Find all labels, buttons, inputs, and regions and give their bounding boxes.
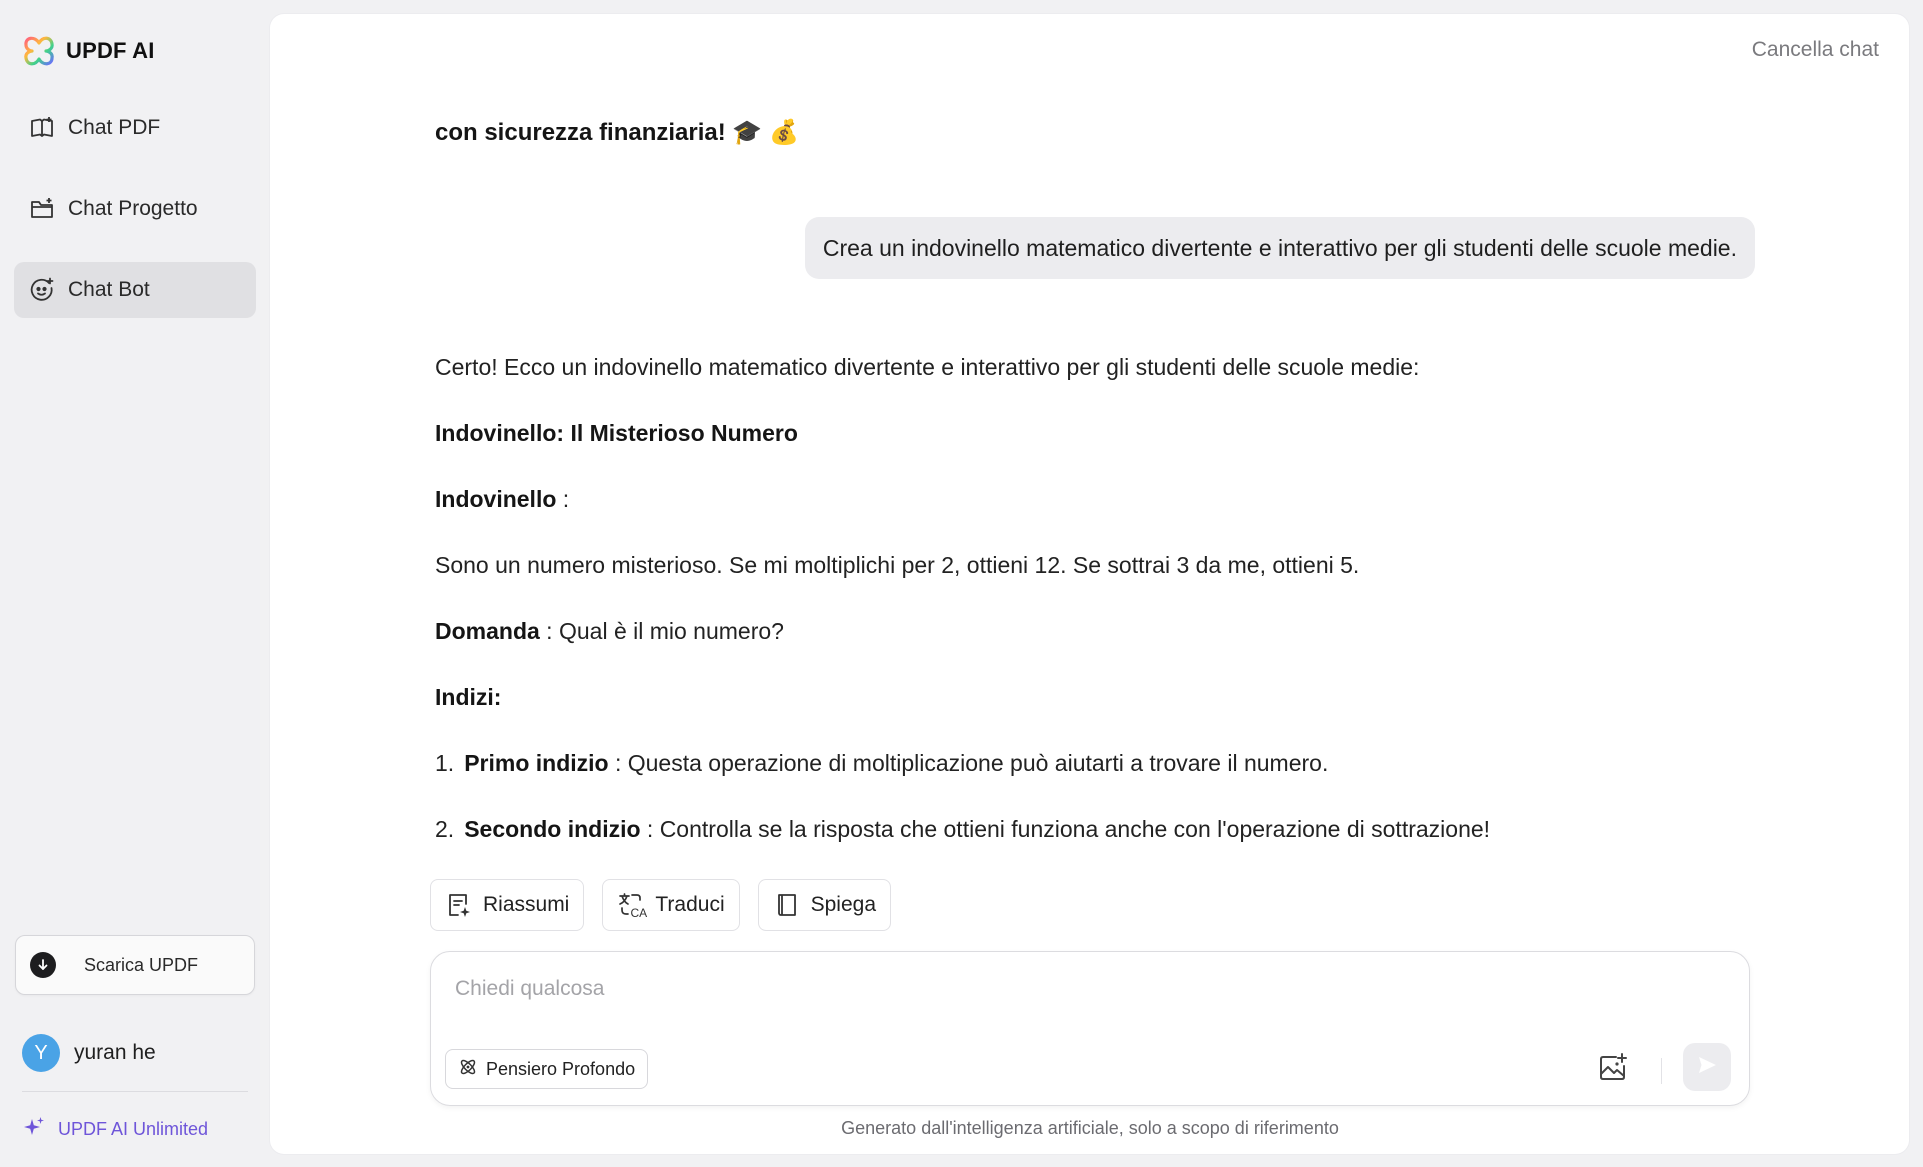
book-icon [28,114,56,142]
answer-title: Indovinello: Il Misterioso Numero [435,419,798,446]
riddle-heading: Indovinello : [435,485,570,512]
svg-text:CA: CA [630,906,648,920]
answer-intro: Certo! Ecco un indovinello matematico divertente e interattivo per gli studenti delle scuole medie: [435,353,1420,380]
deep-think-label: Pensiero Profondo [486,1058,636,1079]
summarize-label: Riassumi [483,893,570,916]
sidebar-item-chat-pdf[interactable] [14,100,256,156]
sidebar-item-chat-progetto[interactable] [14,181,256,237]
riddle-text: Sono un numero misterioso. Se mi moltiplichi per 2, ottieni 12. Se sottrai 3 da me, ottieni 5. [435,551,1360,578]
sidebar-item-label: Chat Bot [68,278,150,301]
brand[interactable] [22,34,155,68]
translate-icon [617,891,648,920]
plan-label: UPDF AI Unlimited [58,1119,209,1139]
clear-chat-button[interactable]: Cancella chat [1751,38,1879,61]
sidebar-item-label: Chat Progetto [68,197,198,220]
sidebar-item-chat-bot[interactable] [14,262,256,318]
sidebar-item-label: Chat PDF [68,116,161,139]
sparkle-icon [22,1115,46,1144]
avatar: Y [22,1034,60,1072]
hint-item: 1. Primo indizio : Questa operazione di moltiplicazione può aiutarti a trovare il numero. [435,749,1329,776]
download-label: Scarica UPDF [84,954,199,975]
updf-logo-icon [22,34,56,68]
question-line: Domanda : Qual è il mio numero? [435,617,784,644]
explain-book-icon [773,891,801,919]
message-composer [430,951,1750,1106]
download-updf-button[interactable] [15,935,255,995]
bot-face-icon [28,276,56,304]
summarize-button[interactable] [430,879,584,931]
explain-label: Spiega [810,893,876,916]
atom-icon [458,1057,478,1082]
plan-link[interactable] [22,1115,208,1144]
message-input[interactable] [453,970,1707,1008]
send-icon [1696,1054,1718,1081]
upload-image-button[interactable] [1591,1048,1635,1092]
translate-label: Traduci [655,893,725,916]
ai-disclaimer: Generato dall'intelligenza artificiale, solo a scopo di riferimento [841,1118,1339,1138]
app-name: UPDF AI [66,38,155,63]
deep-think-toggle[interactable] [445,1049,648,1089]
summarize-icon [445,891,473,919]
chat-panel [270,14,1909,1154]
image-plus-icon [1597,1052,1629,1089]
hints-heading: Indizi: [435,683,502,710]
user-message-bubble: Crea un indovinello matematico divertente e interattivo per gli studenti delle scuole medie. [805,217,1755,279]
scrollbar[interactable] [1901,14,1909,1154]
sidebar-divider [22,1091,248,1092]
sidebar-nav [14,100,256,343]
composer-divider [1661,1058,1662,1084]
folder-icon [28,195,56,223]
previous-message-tail: con sicurezza finanziaria! 🎓 💰 [435,119,799,146]
explain-button[interactable] [758,879,891,931]
send-button[interactable] [1683,1043,1731,1091]
hint-item: 2. Secondo indizio : Controlla se la risposta che ottieni funziona anche con l'operazione di sottrazione! [435,815,1491,842]
user-profile[interactable] [22,1034,156,1072]
assistant-answer [435,334,1755,862]
download-icon [30,952,56,978]
quick-actions [430,879,891,931]
sidebar [0,0,270,1167]
translate-button[interactable] [602,879,739,931]
user-name: yuran he [74,1041,156,1064]
